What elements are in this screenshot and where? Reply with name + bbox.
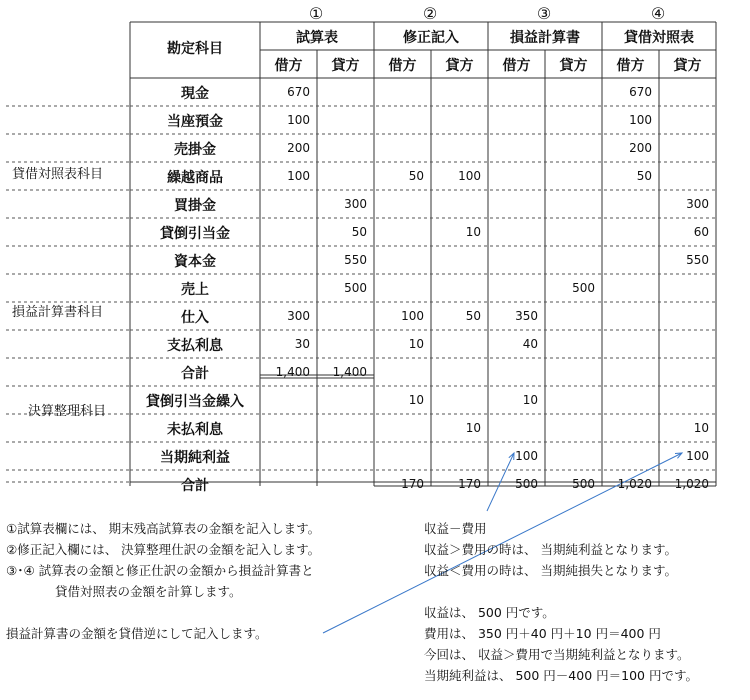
note-right-5: 費用は、 350 円＋40 円＋10 円＝400 円 <box>424 626 661 641</box>
amount-adj-cr: 50 <box>465 309 481 323</box>
account-name: 貸倒引当金繰入 <box>146 394 244 410</box>
amount-adj-cr: 100 <box>458 169 481 183</box>
note-right-3: 収益＜費用の時は、 当期純損失となります。 <box>424 563 677 578</box>
credit-header: 貸方 <box>559 58 588 74</box>
account-name: 合計 <box>181 366 209 382</box>
note-left-4: 貸借対照表の金額を計算します。 <box>55 584 242 599</box>
amount-adj-dr: 10 <box>408 337 424 351</box>
amount-pl-cr: 500 <box>572 477 595 491</box>
amount-bs-cr: 10 <box>693 421 709 435</box>
debit-header: 借方 <box>616 58 645 74</box>
amount-bs-cr: 1,020 <box>674 477 709 491</box>
note-left-1: ①試算表欄には、 期末残高試算表の金額を記入します。 <box>6 521 321 536</box>
amount-pl-dr: 350 <box>515 309 538 323</box>
note-left-3: ③･④ 試算表の金額と修正仕訳の金額から損益計算書と <box>6 563 314 578</box>
amount-adj-dr: 170 <box>401 477 424 491</box>
credit-header: 貸方 <box>331 58 360 74</box>
amount-tb-cr: 50 <box>351 225 367 239</box>
account-name: 未払利息 <box>167 422 223 438</box>
debit-header: 借方 <box>502 58 531 74</box>
amount-tb-dr: 300 <box>287 309 310 323</box>
amount-bs-dr: 200 <box>629 141 652 155</box>
amount-tb-dr: 670 <box>287 85 310 99</box>
marker-1: ① <box>308 4 324 23</box>
amount-tb-dr: 200 <box>287 141 310 155</box>
amount-tb-cr: 1,400 <box>332 365 367 379</box>
amount-tb-dr: 1,400 <box>275 365 310 379</box>
category-income-statement: 損益計算書科目 <box>12 305 104 320</box>
account-name: 合計 <box>181 478 209 494</box>
category-adjustment: 決算整理科目 <box>28 404 107 419</box>
amount-tb-dr: 100 <box>287 169 310 183</box>
amount-bs-cr: 100 <box>686 449 709 463</box>
group-trial-balance: 試算表 <box>296 30 338 46</box>
marker-2: ② <box>422 4 438 23</box>
amount-bs-cr: 300 <box>686 197 709 211</box>
amount-bs-dr: 670 <box>629 85 652 99</box>
credit-header: 貸方 <box>673 58 702 74</box>
amount-tb-dr: 100 <box>287 113 310 127</box>
amount-pl-dr: 40 <box>522 337 538 351</box>
debit-header: 借方 <box>388 58 417 74</box>
account-name: 繰越商品 <box>167 170 223 186</box>
account-name: 当期純利益 <box>160 450 230 466</box>
amount-adj-dr: 10 <box>408 393 424 407</box>
account-name: 当座預金 <box>167 114 223 130</box>
debit-header: 借方 <box>274 58 303 74</box>
account-name: 買掛金 <box>174 198 216 214</box>
marker-3: ③ <box>536 4 552 23</box>
note-left-2: ②修正記入欄には、 決算整理仕訳の金額を記入します。 <box>6 542 321 557</box>
account-name: 資本金 <box>174 254 216 270</box>
amount-pl-cr: 500 <box>572 281 595 295</box>
account-name: 売上 <box>181 282 209 298</box>
note-right-6: 今回は、 収益＞費用で当期純利益となります。 <box>424 647 690 662</box>
amount-tb-cr: 300 <box>344 197 367 211</box>
note-right-7: 当期純利益は、 500 円－400 円＝100 円です。 <box>424 668 698 683</box>
account-name: 貸倒引当金 <box>160 226 230 242</box>
note-right-4: 収益は、 500 円です。 <box>424 605 555 620</box>
amount-pl-dr: 10 <box>522 393 538 407</box>
amount-adj-cr: 10 <box>465 225 481 239</box>
amount-pl-dr: 500 <box>515 477 538 491</box>
note-right-1: 収益－費用 <box>424 521 487 536</box>
amount-pl-dr: 100 <box>515 449 538 463</box>
amount-tb-cr: 500 <box>344 281 367 295</box>
group-balance-sheet: 貸借対照表 <box>624 30 694 46</box>
amount-bs-dr: 1,020 <box>617 477 652 491</box>
amount-adj-cr: 170 <box>458 477 481 491</box>
amount-bs-cr: 60 <box>693 225 709 239</box>
amount-adj-cr: 10 <box>465 421 481 435</box>
amount-bs-cr: 550 <box>686 253 709 267</box>
note-reverse-entry: 損益計算書の金額を貸借逆にして記入します。 <box>6 626 268 641</box>
credit-header: 貸方 <box>445 58 474 74</box>
amount-adj-dr: 50 <box>408 169 424 183</box>
category-balance-sheet: 貸借対照表科目 <box>12 167 104 182</box>
group-adjustments: 修正記入 <box>403 30 459 46</box>
group-income-statement: 損益計算書 <box>510 30 580 46</box>
amount-bs-dr: 100 <box>629 113 652 127</box>
amount-adj-dr: 100 <box>401 309 424 323</box>
marker-4: ④ <box>650 4 666 23</box>
account-name: 仕入 <box>181 310 209 326</box>
amount-bs-dr: 50 <box>636 169 652 183</box>
account-header: 勘定科目 <box>167 41 223 57</box>
account-name: 支払利息 <box>167 338 223 354</box>
amount-tb-cr: 550 <box>344 253 367 267</box>
account-name: 現金 <box>181 86 209 102</box>
account-name: 売掛金 <box>174 142 216 158</box>
note-right-2: 収益＞費用の時は、 当期純利益となります。 <box>424 542 677 557</box>
amount-tb-dr: 30 <box>294 337 310 351</box>
